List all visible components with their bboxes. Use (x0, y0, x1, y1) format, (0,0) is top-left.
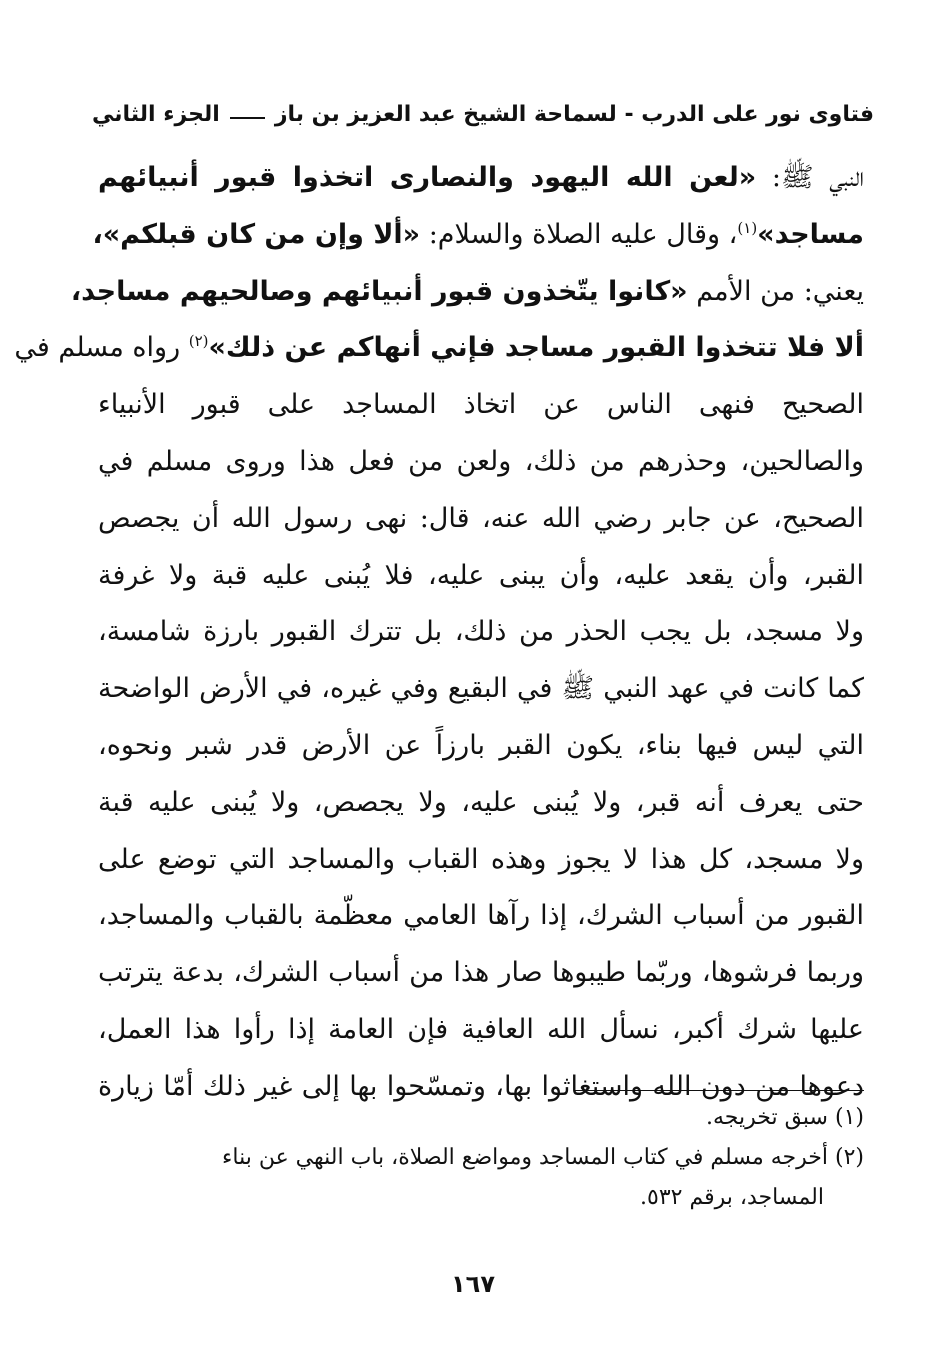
footnote-2: (٢) أخرجه مسلم في كتاب المساجد ومواضع الصلاة، باب النهي عن بناء (222, 1145, 864, 1170)
hadith-quote: «ألا وإن من كان قبلكم»، (92, 218, 421, 250)
text-line (14, 320, 864, 377)
hadith-quote: «كانوا يتّخذون قبور أنبيائهم وصالحيهم مساجد، (70, 275, 688, 307)
text-line (92, 207, 864, 264)
text-line: وربما فرشوها، وربّما طيبوها صار هذا من أسباب الشرك، بدعة يترتب (98, 957, 864, 989)
footnotes (98, 1098, 864, 1218)
text-line: والصالحين، وحذرهم من ذلك، ولعن من فعل هذا وروى مسلم في (98, 445, 865, 477)
text-line: الصحيح فنهى الناس عن اتخاذ المساجد على قبور الأنبياء (98, 389, 864, 421)
footnote-1: (١) سبق تخريجه. (706, 1105, 864, 1130)
page-number: ١٦٧ (451, 1270, 495, 1298)
text-run: ، وقال عليه الصلاة والسلام: (420, 218, 738, 250)
text-line (98, 150, 864, 207)
text-run: رواه مسلم في (14, 332, 189, 364)
text-line: الصحيح، عن جابر رضي الله عنه، قال: نهى رسول الله أن يجصص (98, 502, 864, 534)
hadith-quote: ألا فلا تتخذوا القبور مساجد فإني أنهاكم عن ذلك» (208, 332, 864, 364)
text-run: النبي ﷺ: (756, 162, 864, 193)
footnote-ref: (٢) (188, 332, 209, 351)
text-line: عليها شرك أكبر، نسأل الله العافية فإن العامة إذا رأوا هذا العمل، (98, 1013, 864, 1045)
text-line: ولا مسجد، كل هذا لا يجوز وهذه القباب والمساجد التي توضع على (98, 843, 864, 875)
footnote-ref: (١) (737, 218, 758, 237)
body-text (14, 150, 865, 1116)
volume-label: الجزء الثاني (92, 101, 220, 127)
text-line: ولا مسجد، بل يجب الحذر من ذلك، بل تترك القبور بارزة شامسة، (98, 616, 864, 648)
text-line: كما كانت في عهد النبي ﷺ في البقيع وفي غيره، في الأرض الواضحة (98, 673, 864, 705)
hadith-quote: «لعن الله اليهود والنصارى اتخذوا قبور أنبيائهم (98, 162, 757, 193)
running-header (92, 92, 874, 136)
text-line: القبر، وأن يقعد عليه، وأن يبنى عليه، فلا يُبنى عليه قبة ولا غرفة (98, 559, 864, 591)
text-line (70, 264, 864, 321)
footnote-separator (574, 1090, 864, 1091)
footnote-2-continued: المساجد، برقم ٥٣٢. (640, 1185, 824, 1210)
header-rule (230, 117, 265, 119)
hadith-quote: مساجد» (757, 218, 864, 250)
text-run: يعني: من الأمم (687, 275, 864, 307)
book-title: فتاوى نور على الدرب - لسماحة الشيخ عبد العزيز بن باز (274, 101, 874, 127)
text-line: التي ليس فيها بناء، يكون القبر بارزاً عن الأرض قدر شبر ونحوه، (98, 729, 864, 761)
text-line: حتى يعرف أنه قبر، ولا يُبنى عليه، ولا يجصص، ولا يُبنى عليه قبة (98, 786, 864, 818)
text-line: القبور من أسباب الشرك، إذا رآها العامي معظّمة بالقباب والمساجد، (98, 900, 864, 932)
text-line: دعوها من دون الله واستغاثوا بها، وتمسّحوا بها إلى غير ذلك أمّا زيارة (98, 1070, 864, 1102)
